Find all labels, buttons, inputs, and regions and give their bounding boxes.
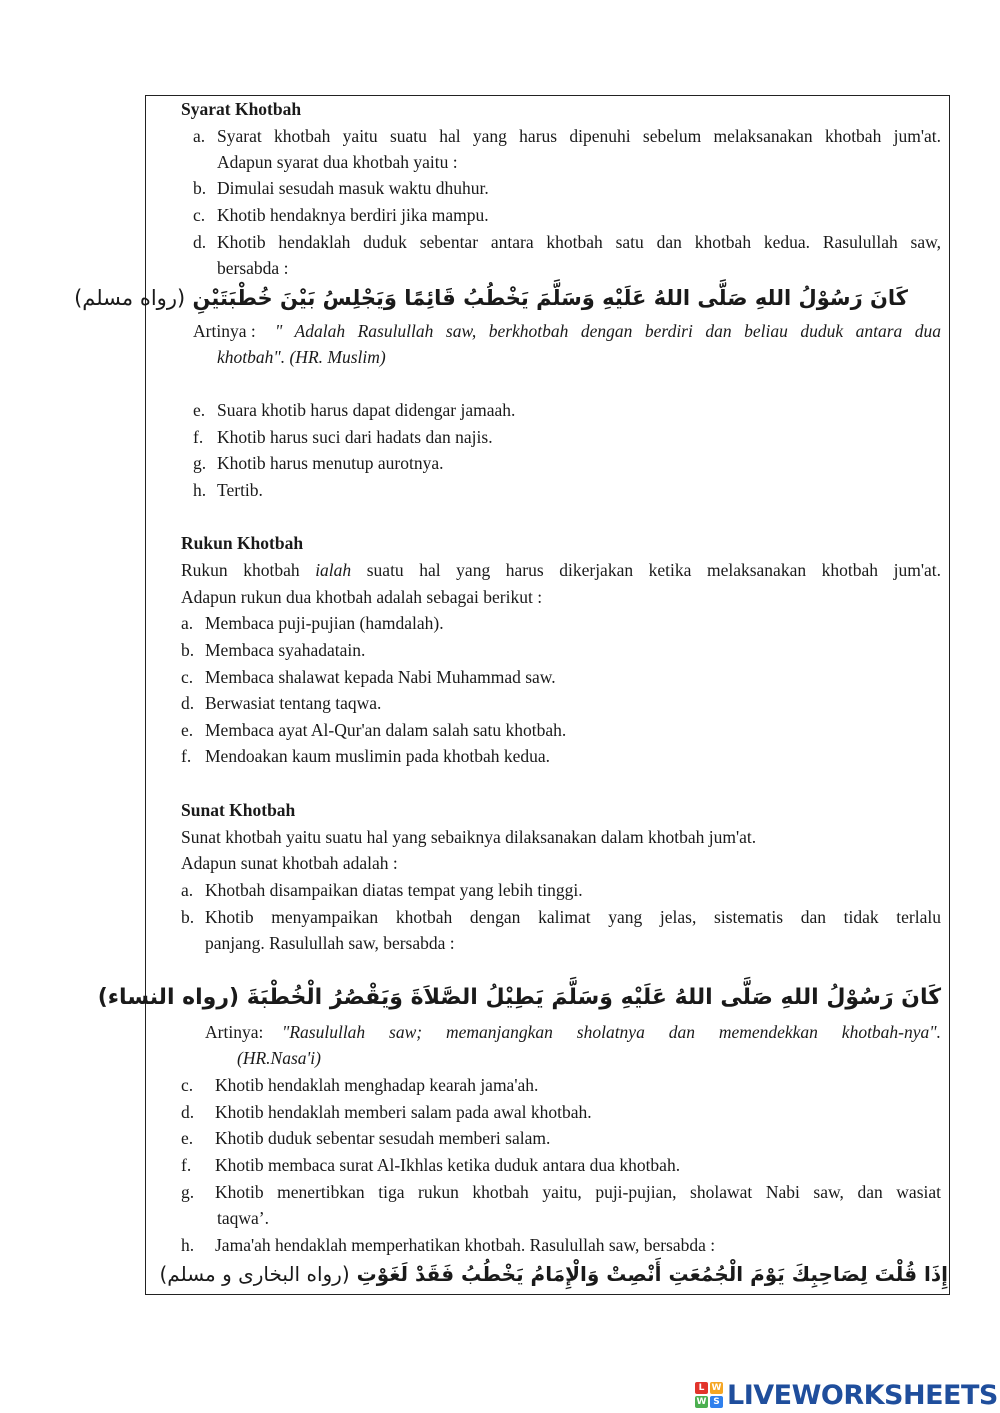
syarat-artinya-line1: " Adalah Rasulullah saw, berkhotbah dengan berdiri dan beliau duduk antara dua: [275, 321, 941, 341]
sunat-hadith-arabic-1: [98, 983, 941, 1013]
sunat-item-text: Khotib duduk sebentar sesudah memberi salam.: [215, 1128, 551, 1148]
sunat-b-label: b.: [181, 907, 195, 927]
sunat-g-line2: taqwa’.: [217, 1208, 269, 1228]
sunat-b-line1: Khotib menyampaikan khotbah dengan kalimat yang jelas, sistematis dan tidak terlalu: [205, 907, 941, 927]
syarat-h-label: h.: [193, 480, 207, 500]
syarat-h-text: Tertib.: [217, 480, 263, 500]
rukun-item-label: a.: [181, 613, 194, 633]
rukun-item-text: Membaca shalawat kepada Nabi Muhammad saw.: [205, 667, 556, 687]
rukun-intro-c: suatu hal yang harus dikerjakan ketika melaksanakan khotbah jum'at.: [351, 560, 941, 580]
sunat-arabic1-source: (رواه النساء): [97, 985, 240, 1010]
sunat-h-text: Jama'ah hendaklah memperhatikan khotbah. Rasulullah saw, bersabda :: [215, 1235, 716, 1255]
syarat-f-text: Khotib harus suci dari hadats dan najis.: [217, 427, 493, 447]
sunat-item-label: e.: [181, 1128, 194, 1148]
syarat-artinya-label: Artinya :: [193, 321, 256, 341]
rukun-intro-a: Rukun khotbah: [181, 560, 316, 580]
syarat-d-line1: Khotib hendaklah duduk sebentar antara khotbah satu dan khotbah kedua. Rasulullah saw,: [217, 232, 941, 252]
syarat-c-text: Khotib hendaknya berdiri jika mampu.: [217, 205, 489, 225]
sunat-heading: Sunat Khotbah: [181, 800, 296, 820]
liveworksheets-logo-icon: L W W S: [696, 1383, 722, 1407]
syarat-a-line1: Syarat khotbah yaitu suatu hal yang harus dipenuhi sebelum melaksanakan khotbah jum'at.: [217, 126, 941, 146]
sunat-artinya-line1: "Rasulullah saw; memanjangkan sholatnya dan memendekkan khotbah-nya".: [282, 1022, 941, 1042]
rukun-item-label: f.: [181, 746, 192, 766]
rukun-item-label: c.: [181, 667, 194, 687]
sunat-h-label: h.: [181, 1235, 195, 1255]
brand-name: LIVEWORKSHEETS: [727, 1379, 998, 1411]
syarat-b-label: b.: [193, 178, 207, 198]
sunat-item-label: d.: [181, 1102, 195, 1122]
sunat-item-label: f.: [181, 1155, 192, 1175]
sunat-arabic2-source: (رواه البخارى و مسلم): [159, 1262, 350, 1286]
rukun-intro-line1: [181, 559, 941, 581]
sunat-item-label: c.: [181, 1075, 194, 1095]
sunat-hadith-arabic-2: [159, 1259, 948, 1289]
sunat-arabic2-text: إِذَا قُلْتَ لِصَاحِبِكَ يَوْمَ الْجُمُعَتِ أَنْصِتْ وَالْإِمَامُ يَخْطُبُ فَقَدْ لَغَوْتِ: [356, 1262, 948, 1286]
syarat-arabic-source: (رواه مسلم): [74, 286, 186, 310]
rukun-item-label: b.: [181, 640, 195, 660]
sunat-arabic1-text: كَانَ رَسُوْلُ اللهِ صَلَّى اللهُ عَلَيْهِ وَسَلَّمَ يَطِيْلُ الصَّلاَةَ وَيَقْصُرُ الْخُطْبَةَ: [246, 985, 941, 1010]
syarat-e-label: e.: [193, 400, 206, 420]
rukun-item-label: e.: [181, 720, 194, 740]
sunat-artinya-label: Artinya:: [205, 1022, 264, 1042]
syarat-arabic-text: كَانَ رَسُوْلُ اللهِ صَلَّى اللهُ عَلَيْهِ وَسَلَّمَ يَخْطُبُ قَائِمًا وَيَجْلِسُ بَيْنَ خُطْبَتَيْنِ: [192, 286, 908, 310]
syarat-a-label: a.: [193, 126, 206, 146]
rukun-item-text: Membaca puji-pujian (hamdalah).: [205, 613, 444, 633]
syarat-d-label: d.: [193, 232, 207, 252]
syarat-g-text: Khotib harus menutup aurotnya.: [217, 453, 444, 473]
syarat-g-label: g.: [193, 453, 207, 473]
rukun-item-text: Berwasiat tentang taqwa.: [205, 693, 382, 713]
syarat-heading: Syarat Khotbah: [181, 99, 302, 119]
syarat-d-line2: bersabda :: [217, 258, 289, 278]
rukun-intro-line2: Adapun rukun dua khotbah adalah sebagai berikut :: [181, 587, 543, 607]
syarat-a-line2: Adapun syarat dua khotbah yaitu :: [217, 152, 458, 172]
sunat-intro-line2: Adapun sunat khotbah adalah :: [181, 853, 398, 873]
rukun-intro-b: ialah: [315, 560, 352, 580]
sunat-intro-line1: Sunat khotbah yaitu suatu hal yang sebaiknya dilaksanakan dalam khotbah jum'at.: [181, 827, 757, 847]
sunat-item-text: Khotib membaca surat Al-Ikhlas ketika duduk antara dua khotbah.: [215, 1155, 681, 1175]
syarat-f-label: f.: [193, 427, 204, 447]
sunat-a-label: a.: [181, 880, 194, 900]
rukun-item-label: d.: [181, 693, 195, 713]
sunat-b-line2: panjang. Rasulullah saw, bersabda :: [205, 933, 455, 953]
sunat-g-line1: Khotib menertibkan tiga rukun khotbah yaitu, puji-pujian, sholawat Nabi saw, dan wasiat: [215, 1182, 941, 1202]
sunat-a-text: Khotbah disampaikan diatas tempat yang lebih tinggi.: [205, 880, 583, 900]
syarat-hadith-arabic: [74, 283, 908, 313]
syarat-artinya-line2: khotbah". (HR. Muslim): [217, 347, 386, 367]
rukun-item-text: Membaca syahadatain.: [205, 640, 366, 660]
liveworksheets-brand[interactable]: [695, 1378, 998, 1412]
rukun-heading: Rukun Khotbah: [181, 533, 304, 553]
syarat-c-label: c.: [193, 205, 206, 225]
sunat-item-text: Khotib hendaklah menghadap kearah jama'ah.: [215, 1075, 539, 1095]
rukun-item-text: Mendoakan kaum muslimin pada khotbah kedua.: [205, 746, 551, 766]
sunat-artinya-line2: (HR.Nasa'i): [237, 1048, 321, 1068]
rukun-item-text: Membaca ayat Al-Qur'an dalam salah satu khotbah.: [205, 720, 567, 740]
sunat-g-label: g.: [181, 1182, 195, 1202]
syarat-b-text: Dimulai sesudah masuk waktu dhuhur.: [217, 178, 489, 198]
sunat-item-text: Khotib hendaklah memberi salam pada awal khotbah.: [215, 1102, 592, 1122]
syarat-e-text: Suara khotib harus dapat didengar jamaah.: [217, 400, 516, 420]
